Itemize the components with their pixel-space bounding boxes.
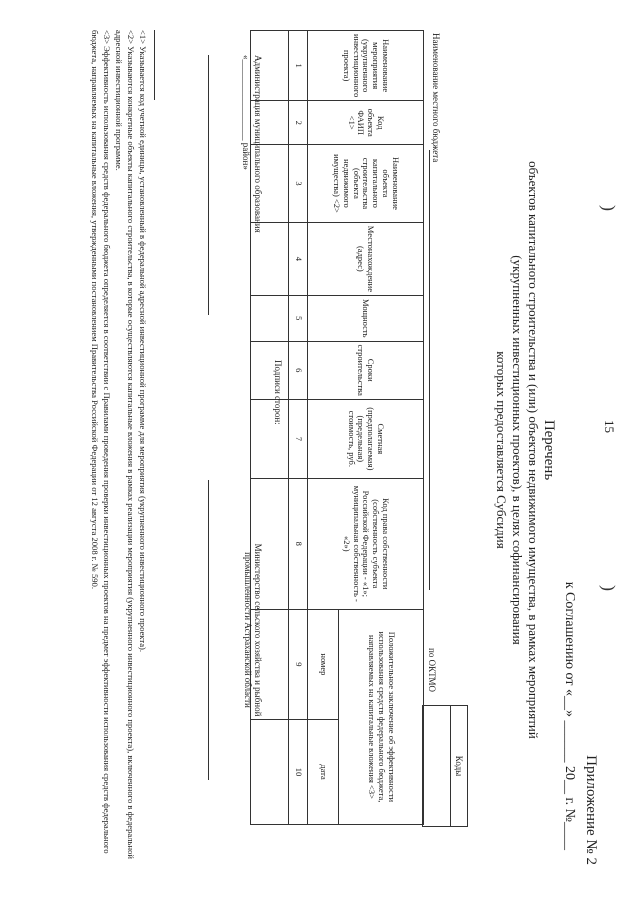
document-title: Перечень	[541, 419, 557, 481]
footnote-1: <1> Указывается код учетной единицы, установленный в федеральной адресной инвестиционной программе для мероприятия (укрупненного инвестиционного проекта).	[138, 30, 148, 653]
title-line-2: объектов капитального строительства и (или) объектов недвижимого имущества, в рамках мероприятий	[526, 161, 541, 739]
budget-label: Наименование местного бюджета	[431, 33, 441, 163]
column-number: 5	[289, 295, 308, 341]
ministry-signature-block	[243, 480, 263, 780]
header-cell: Мощность	[308, 295, 424, 341]
column-number: 3	[289, 145, 308, 223]
footnote-3: <3> Эффективность использования средств федерального бюджета определяется в соответствии с Правилами проведения проверки инвестиционных проектов на предмет эффективности использования средств федерального бюджета, направляемых на капитальные вложения, утвержденными постановлением Правительства Российской Федерации от 12 августа 2008 г. № 590.	[90, 30, 112, 854]
header-cell: Код права собственности (собственность субъекта Российской Федерации - «1»; муниципальная собственность - «2»)	[308, 478, 424, 609]
title-line-3: (укрупненных инвестиционных проектов), в целях софинансирования	[510, 255, 525, 645]
admin-line-2: «__________________ район»	[241, 55, 251, 170]
admin-signature-line	[208, 55, 209, 315]
ministry-line-2: промышленности Астраханской области	[243, 552, 253, 708]
header-cell: Местонахождение (адрес)	[308, 222, 424, 295]
column-number: 6	[289, 341, 308, 399]
title-line-4: которых предоставляется Субсидия	[494, 351, 509, 549]
footnotes	[89, 30, 149, 880]
oktmo-code-box	[422, 705, 452, 827]
ministry-signature-line	[208, 480, 209, 780]
column-number: 7	[289, 399, 308, 478]
column-number: 10	[289, 719, 308, 824]
appendix-label: Приложение № 2	[583, 755, 599, 865]
table-header-row	[339, 31, 424, 825]
admin-signature-block	[241, 55, 263, 315]
right-margin-mark: )	[599, 585, 619, 591]
ministry-line-1: Министерство сельского хозяйства и рыбной	[253, 543, 263, 717]
header-cell: Сроки строительства	[308, 341, 424, 399]
subheader-cell: дата	[308, 719, 339, 824]
header-cell: Код объекта ФАИП <1>	[308, 101, 424, 145]
codes-header: Коды	[450, 705, 468, 827]
budget-fill-line	[429, 150, 430, 590]
column-number: 4	[289, 222, 308, 295]
column-number: 9	[289, 609, 308, 719]
objects-table	[250, 30, 424, 825]
signatures-label: Подписи сторон:	[273, 360, 283, 425]
footnote-2: <2> Указываются конкретные объекты капитального строительства, в которые осуществляются капитальные вложения в рамках реализации мероприятия (укрупненного инвестиционного проекта), включенного в федеральной адресной инвестиционной программе.	[114, 30, 136, 859]
column-number: 8	[289, 478, 308, 609]
agreement-reference: к Соглашению от «__» ______ 20__ г. №____	[562, 581, 577, 850]
left-margin-mark: )	[599, 205, 619, 211]
page-number: 15	[602, 420, 617, 433]
oktmo-label: по ОКТМО	[427, 648, 437, 692]
subheader-cell: номер	[308, 609, 339, 719]
header-cell: Сметная (предполагаемая) (предельная) стоимость, руб.	[308, 399, 424, 478]
header-cell: Наименование объекта капитального строительства (объекта недвижимого имущества) <2>	[308, 145, 424, 223]
column-number: 1	[289, 31, 308, 101]
column-number: 2	[289, 101, 308, 145]
admin-line-1: Администрация муниципального образования	[253, 55, 263, 233]
footnote-separator	[154, 30, 155, 100]
header-cell: Наименование мероприятия (укрупненного инвестиционного проекта)	[308, 31, 424, 101]
header-cell: Положительное заключение об эффективности использования средств федерального бюджета, направляемых на капитальные вложения <3>	[339, 609, 424, 824]
column-number-row	[289, 31, 308, 825]
